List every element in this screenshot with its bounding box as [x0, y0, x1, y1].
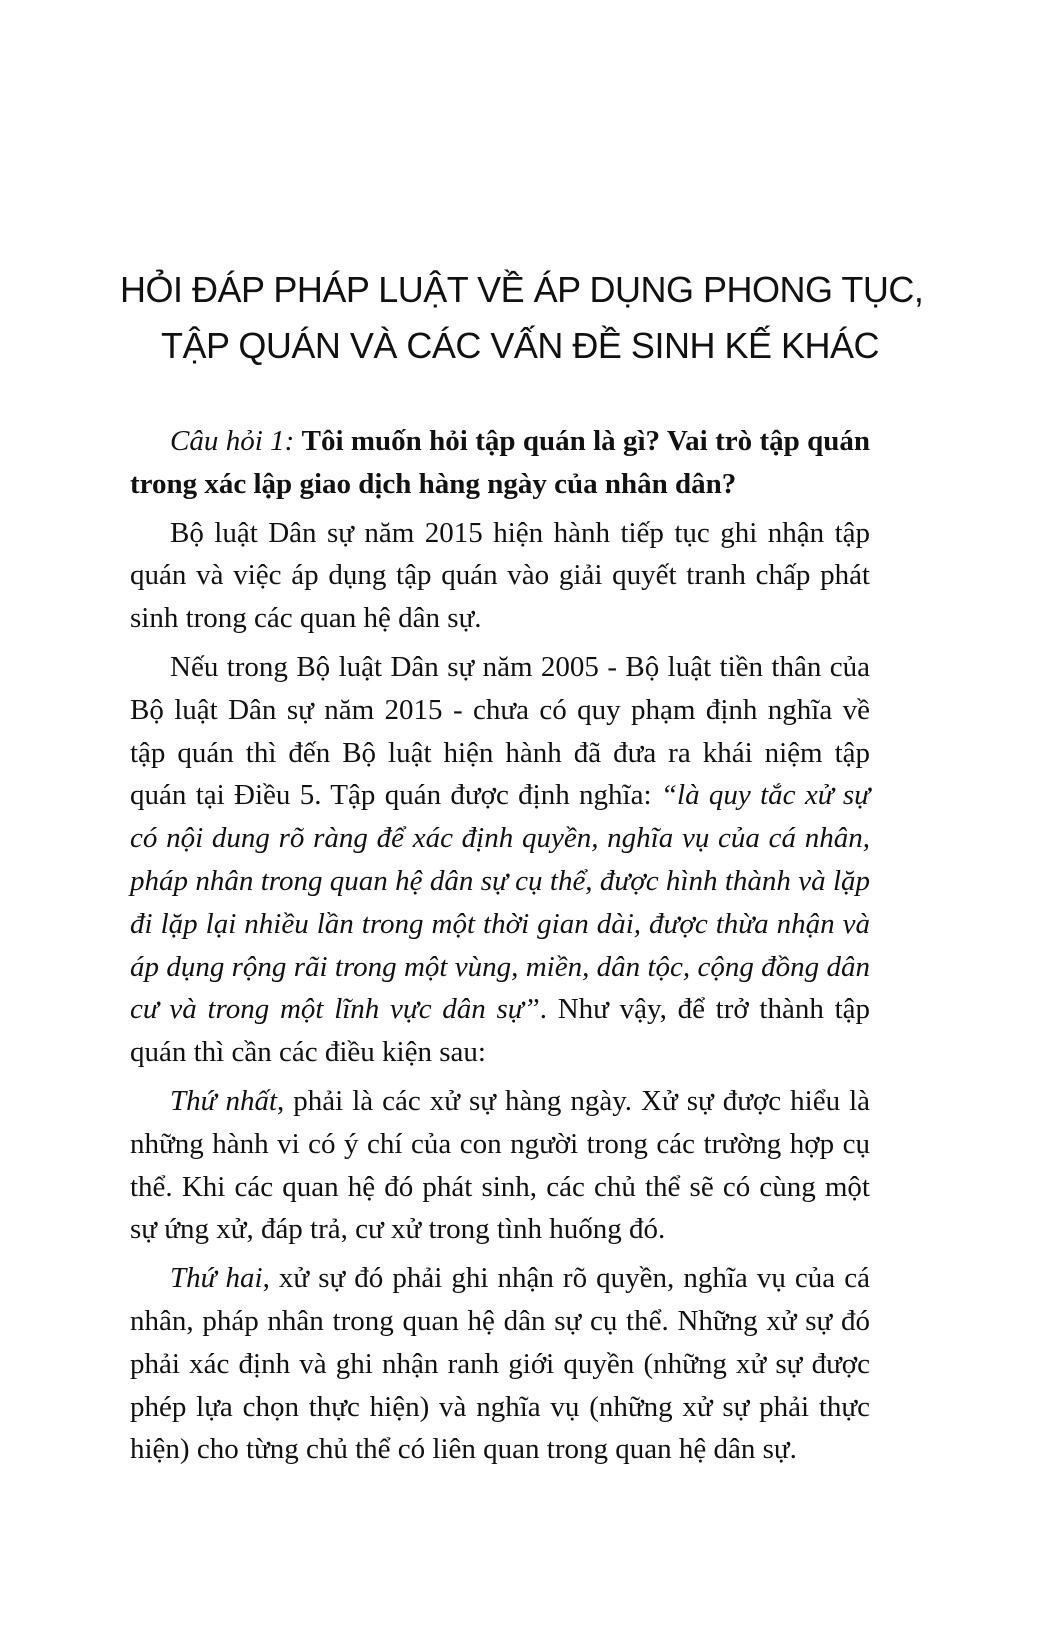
question-text: Tôi muốn hỏi tập quán là gì? Vai trò tập quán trong xác lập giao dịch hàng ngày của nhân dân? [130, 425, 870, 500]
paragraph-2-end: . Như vậy, để trở thành tập quán thì cần các điều kiện sau: [130, 993, 870, 1069]
paragraph-3-lead: Thứ nhất [170, 1084, 278, 1117]
chapter-title-line-2: TẬP QUÁN VÀ CÁC VẤN ĐỀ SINH KẾ KHÁC [160, 325, 879, 366]
paragraph-4-lead: Thứ hai [170, 1262, 263, 1295]
chapter-title-line-1: HỎI ĐÁP PHÁP LUẬT VỀ ÁP DỤNG PHONG TỤC, [120, 269, 924, 310]
body-text [130, 420, 870, 1477]
question-label: Câu hỏi 1: [170, 425, 295, 457]
chapter-title [120, 262, 924, 374]
question-paragraph [130, 420, 870, 506]
definition-quote: “là quy tắc xử sự có nội dung rõ ràng để xác định quyền, nghĩa vụ của cá nhân, pháp nhân trong quan hệ dân sự cụ thể, được hình thành và lặp đi lặp lại nhiều lần trong một thời gian dài, được thừa nhận và áp dụng rộng rãi trong một vùng, miền, dân tộc, cộng đồng dân cư và trong một lĩnh vực dân sự” [130, 779, 870, 1026]
paragraph-1: Bộ luật Dân sự năm 2015 hiện hành tiếp tục ghi nhận tập quán và việc áp dụng tập quán vào giải quyết tranh chấp phát sinh trong các quan hệ dân sự. [130, 516, 870, 635]
paragraph-2 [130, 646, 870, 1074]
paragraph-3 [130, 1080, 870, 1251]
paragraph-3-text: , phải là các xử sự hàng ngày. Xử sự được hiểu là những hành vi có ý chí của con người trong các trường hợp cụ thể. Khi các quan hệ đó phát sinh, các chủ thể sẽ có cùng một sự ứng xử, đáp trả, cư xử trong tình huống đó. [130, 1084, 871, 1246]
paragraph-4-text: , xử sự đó phải ghi nhận rõ quyền, nghĩa vụ của cá nhân, pháp nhân trong quan hệ dân sự cụ thể. Những xử sự đó phải xác định và ghi nhận ranh giới quyền (những xử sự được phép lựa chọn thực hiện) và nghĩa vụ (những xử sự phải thực hiện) cho từng chủ thể có liên quan trong quan hệ dân sự. [130, 1262, 870, 1466]
paragraph-2-intro: Nếu trong Bộ luật Dân sự năm 2005 - Bộ luật tiền thân của Bộ luật Dân sự năm 2015 - chưa có quy phạm định nghĩa về tập quán thì đến Bộ luật hiện hành đã đưa ra khái niệm tập quán tại Điều 5. Tập quán được định nghĩa: [130, 650, 870, 812]
paragraph-4 [130, 1257, 870, 1471]
